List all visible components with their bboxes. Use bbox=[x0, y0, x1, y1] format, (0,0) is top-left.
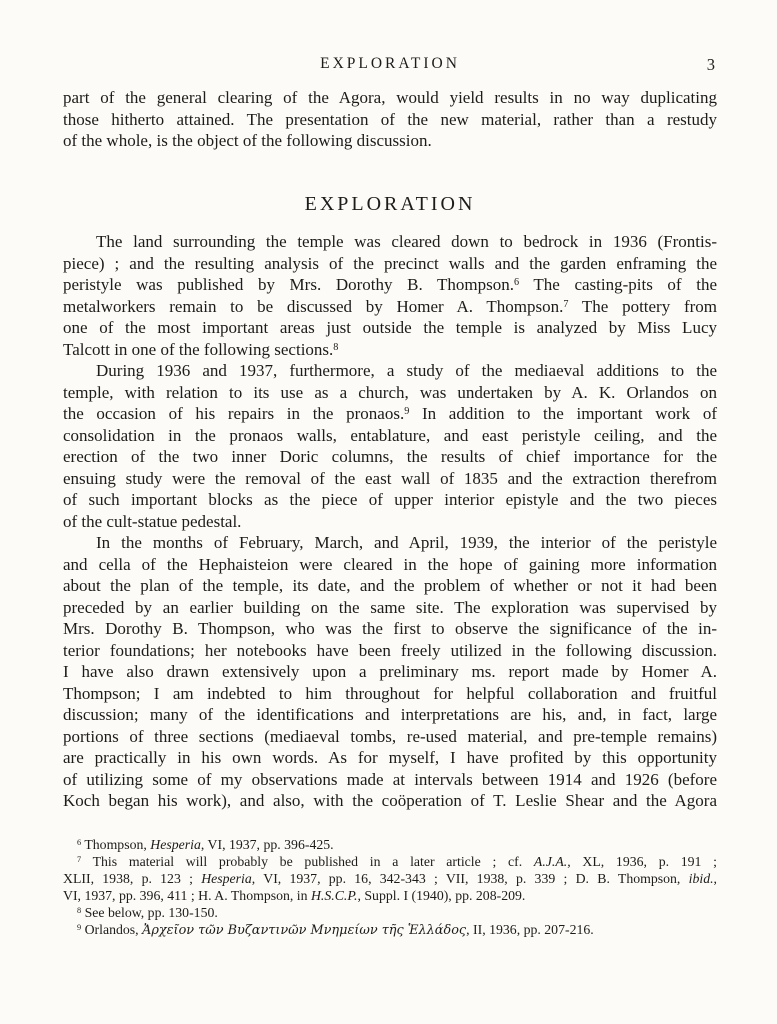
text-segment: I have also drawn extensively upon a preliminary ms. report made by Homer A. bbox=[63, 662, 717, 681]
text-segment: of the whole, is the object of the following discussion. bbox=[63, 131, 432, 150]
footnote-marker: 8 bbox=[77, 905, 82, 915]
text-segment: metalworkers remain to be discussed by Homer A. Thompson. bbox=[63, 296, 564, 316]
text-line bbox=[63, 683, 717, 705]
text-segment: those hitherto attained. The presentation of the new material, rather than a restudy bbox=[63, 109, 717, 129]
text-line bbox=[63, 274, 717, 296]
text-segment: See below, pp. 130-150. bbox=[81, 905, 218, 920]
footnote-6 bbox=[63, 836, 717, 853]
footnote-marker: 8 bbox=[333, 341, 339, 353]
text-line bbox=[63, 253, 717, 275]
text-segment: Hesperia bbox=[201, 871, 252, 886]
text-segment: This material will probably be published in a later article ; cf. bbox=[81, 854, 534, 869]
text-segment: erection of the two inner Doric columns, the results of chief importance for the bbox=[63, 447, 717, 466]
section-body bbox=[63, 231, 717, 812]
text-segment: , VI, 1937, pp. 396-425. bbox=[200, 837, 334, 852]
text-line bbox=[63, 468, 717, 490]
text-line bbox=[63, 726, 717, 748]
footnote-marker: 9 bbox=[77, 922, 82, 932]
text-line bbox=[63, 597, 717, 619]
footnote-marker: 6 bbox=[513, 276, 520, 288]
page-number: 3 bbox=[706, 55, 715, 74]
paragraph-1 bbox=[63, 231, 717, 360]
text-line bbox=[63, 87, 717, 109]
text-segment: temple, with relation to its use as a church, was undertaken by A. K. Orlandos on bbox=[63, 382, 717, 402]
footnote-9 bbox=[63, 921, 717, 939]
text-line bbox=[63, 836, 717, 853]
text-line bbox=[63, 790, 717, 812]
text-line bbox=[63, 870, 717, 887]
text-segment: about the plan of the temple, its date, and the problem of whether or not it had been bbox=[63, 576, 717, 595]
text-line bbox=[63, 446, 717, 468]
text-line bbox=[63, 769, 717, 791]
section-heading: EXPLORATION bbox=[304, 193, 476, 215]
text-segment: Orlandos, bbox=[81, 922, 143, 937]
text-segment: , VI, 1937, pp. 16, 342-343 ; VII, 1938, p. 339 ; D. B. Thompson, bbox=[251, 871, 689, 886]
text-segment: In addition to the important work of bbox=[409, 404, 717, 423]
text-line bbox=[63, 109, 717, 131]
text-segment: discussion; many of the identifications and interpretations are his, and, in fact, large bbox=[63, 705, 717, 724]
text-segment: , XL, 1936, p. 191 ; bbox=[567, 854, 717, 869]
text-line bbox=[63, 130, 717, 152]
text-line bbox=[63, 296, 717, 318]
text-segment: Hesperia bbox=[150, 837, 201, 852]
text-segment: Talcott in one of the following sections. bbox=[63, 339, 334, 359]
page-header bbox=[63, 55, 717, 77]
text-line bbox=[63, 489, 717, 511]
text-segment: , Suppl. I (1940), pp. 208-209. bbox=[357, 888, 526, 903]
text-segment: A.J.A. bbox=[533, 854, 568, 869]
text-segment: terior foundations; her notebooks have been freely utilized in the following discussion. bbox=[63, 640, 717, 660]
text-segment: Koch began his work), and also, with the coöperation of T. Leslie Shear and the Agora bbox=[63, 791, 717, 810]
text-line bbox=[63, 704, 717, 726]
text-line bbox=[63, 425, 717, 447]
text-line bbox=[63, 360, 717, 382]
text-segment: one of the most important areas just outside the temple is analyzed by Miss Lucy bbox=[63, 318, 717, 337]
text-segment: Ἀρχεῖον τῶν Βυζαντινῶν Μνημείων τῆς Ἑλλάδος bbox=[142, 923, 467, 938]
text-segment: piece) ; and the resulting analysis of the precinct walls and the garden enframing the bbox=[63, 253, 717, 273]
text-segment: are practically in his own words. As for myself, I have profited by this opportunity bbox=[63, 748, 717, 767]
text-segment: , II, 1936, pp. 207-216. bbox=[466, 922, 594, 937]
text-line bbox=[63, 747, 717, 769]
text-segment: the occasion of his repairs in the pronaos. bbox=[63, 404, 405, 423]
paragraph-2 bbox=[63, 360, 717, 532]
text-segment: The land surrounding the temple was cleared down to bedrock in 1936 (Frontis- bbox=[96, 232, 717, 251]
text-line bbox=[63, 921, 717, 939]
text-segment: Mrs. Dorothy B. Thompson, who was the first to observe the significance of the in- bbox=[63, 619, 717, 638]
text-line bbox=[63, 339, 717, 361]
text-line bbox=[63, 887, 717, 904]
text-line bbox=[63, 382, 717, 404]
text-line bbox=[63, 403, 717, 425]
text-line bbox=[63, 231, 717, 253]
text-segment: H.S.C.P. bbox=[310, 888, 358, 903]
text-segment: XLII, 1938, p. 123 ; bbox=[63, 871, 202, 886]
text-segment: part of the general clearing of the Agora, would yield results in no way duplicating bbox=[63, 88, 717, 107]
text-line bbox=[63, 532, 717, 554]
text-segment: During 1936 and 1937, furthermore, a study of the mediaeval additions to the bbox=[96, 361, 717, 380]
text-segment: preceded by an earlier building on the same site. The exploration was supervised by bbox=[63, 597, 717, 617]
text-line bbox=[63, 554, 717, 576]
text-line bbox=[63, 618, 717, 640]
text-segment: ibid. bbox=[688, 871, 714, 886]
text-segment: ensuing study were the removal of the east wall of 1835 and the extraction therefrom bbox=[63, 468, 717, 488]
text-line bbox=[63, 904, 717, 921]
footnote-marker: 6 bbox=[77, 837, 82, 847]
paragraph-3 bbox=[63, 532, 717, 812]
text-segment: Thompson, bbox=[81, 837, 151, 852]
text-segment: of the cult-statue pedestal. bbox=[63, 511, 242, 531]
text-segment: The pottery from bbox=[568, 296, 717, 316]
text-line bbox=[63, 575, 717, 597]
text-segment: of such important blocks as the piece of upper interior epistyle and the two pieces bbox=[63, 490, 717, 509]
footnotes-block bbox=[63, 836, 717, 939]
text-segment: peristyle was published by Mrs. Dorothy B. Thompson. bbox=[63, 275, 514, 294]
text-segment: of utilizing some of my observations made at intervals between 1914 and 1926 (before bbox=[63, 769, 717, 789]
footnote-8 bbox=[63, 904, 717, 921]
text-segment: , bbox=[713, 871, 717, 886]
footnote-marker: 7 bbox=[563, 298, 569, 310]
text-line bbox=[63, 853, 717, 870]
footnote-marker: 7 bbox=[77, 854, 82, 864]
text-segment: In the months of February, March, and April, 1939, the interior of the peristyle bbox=[96, 533, 717, 552]
footnote-7 bbox=[63, 853, 717, 904]
text-line bbox=[63, 317, 717, 339]
footnote-marker: 9 bbox=[404, 405, 410, 417]
text-segment: and cella of the Hephaisteion were cleared in the hope of gaining more information bbox=[63, 554, 717, 574]
text-segment: portions of three sections (mediaeval tombs, re-used material, and pre-temple remains) bbox=[63, 726, 717, 746]
text-line bbox=[63, 661, 717, 683]
text-segment: VI, 1937, pp. 396, 411 ; H. A. Thompson, in bbox=[63, 888, 311, 903]
text-line bbox=[63, 640, 717, 662]
running-head: EXPLORATION bbox=[320, 55, 460, 72]
intro-paragraph bbox=[63, 87, 717, 152]
text-segment: The casting-pits of the bbox=[519, 275, 717, 294]
text-segment: Thompson; I am indebted to him throughout for helpful collaboration and fruitful bbox=[63, 683, 717, 703]
text-line bbox=[63, 511, 717, 533]
text-segment: consolidation in the pronaos walls, entablature, and east peristyle ceiling, and the bbox=[63, 425, 717, 445]
